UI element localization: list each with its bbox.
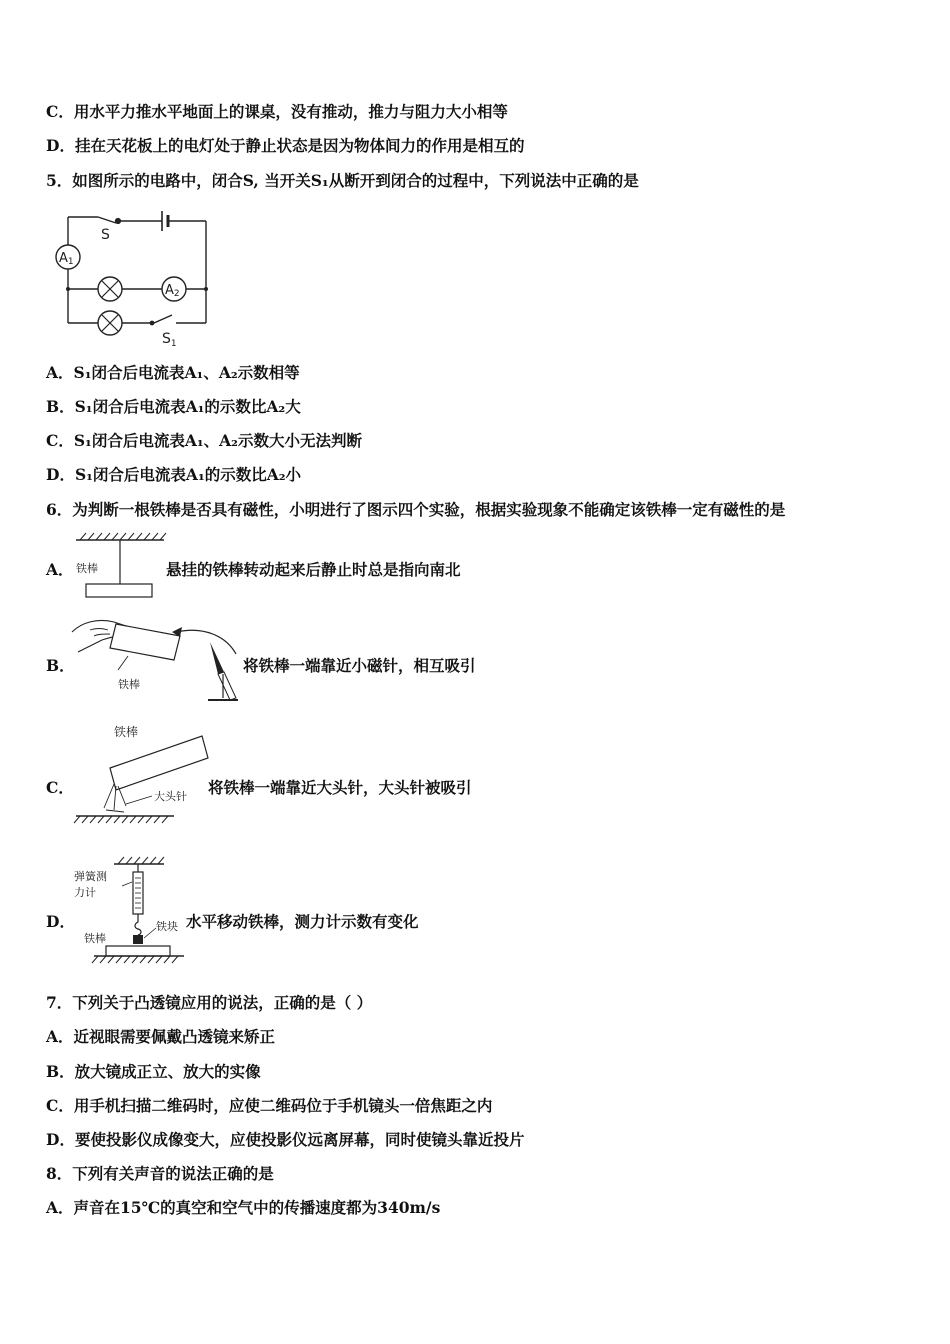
figure-bar-near-pins <box>74 720 209 828</box>
q8-option-a: A．声音在15℃的真空和空气中的传播速度都为340m/s <box>46 1198 441 1217</box>
figure-spring-scale <box>72 852 188 972</box>
q6-option-c-text: 将铁棒一端靠近大头针，大头针被吸引 <box>208 778 472 797</box>
big-pin-label: 大头针 <box>154 790 187 803</box>
option-c-previous: C．用水平力推水平地面上的课桌，没有推动，推力与阻力大小相等 <box>46 102 508 121</box>
q5-option-a: A．S₁闭合后电流表A₁、A₂示数相等 <box>46 363 300 382</box>
q7-option-c: C．用手机扫描二维码时，应使二维码位于手机镜头一倍焦距之内 <box>46 1096 493 1115</box>
iron-bar-label-b: 铁棒 <box>118 678 140 691</box>
spring-scale-label: 弹簧测 力计 <box>74 870 107 899</box>
figure-hanging-iron-bar <box>72 530 172 602</box>
question-6: 6．为判断一根铁棒是否具有磁性，小明进行了图示四个实验，根据实验现象不能确定该铁棒一定有磁性的是 <box>46 500 786 519</box>
ammeter-a1 <box>56 245 80 269</box>
circuit-diagram <box>50 205 220 350</box>
q6-option-c-label: C． <box>46 778 74 797</box>
lamp-upper <box>98 277 122 301</box>
q7-option-d: D．要使投影仪成像变大，应使投影仪远离屏幕，同时使镜头靠近投片 <box>46 1130 525 1149</box>
iron-bar-label-d: 铁棒 <box>84 932 106 945</box>
question-7: 7．下列关于凸透镜应用的说法，正确的是（ ） <box>46 993 373 1012</box>
ammeter-a2 <box>162 277 186 301</box>
switch-s-label: S <box>101 227 110 243</box>
svg-text:A2: A2 <box>165 283 180 299</box>
question-8: 8．下列有关声音的说法正确的是 <box>46 1164 274 1183</box>
q6-option-b-text: 将铁棒一端靠近小磁针，相互吸引 <box>243 656 476 675</box>
iron-bar-label-a: 铁棒 <box>76 562 98 575</box>
switch-s1-label: $S_1$ <box>162 331 177 349</box>
iron-bar-label-c: 铁棒 <box>114 725 139 739</box>
q6-option-a-label: A． <box>46 560 74 579</box>
q5-option-d: D．S₁闭合后电流表A₁的示数比A₂小 <box>46 465 302 484</box>
q7-option-b: B．放大镜成正立、放大的实像 <box>46 1062 261 1081</box>
q5-option-c: C．S₁闭合后电流表A₁、A₂示数大小无法判断 <box>46 431 362 450</box>
lamp-lower <box>98 311 122 335</box>
q6-option-d-label: D． <box>46 912 75 931</box>
q6-option-b-label: B． <box>46 656 75 675</box>
svg-text:A1: A1 <box>59 251 74 267</box>
q5-option-b: B．S₁闭合后电流表A₁的示数比A₂大 <box>46 397 301 416</box>
q7-option-a: A．近视眼需要佩戴凸透镜来矫正 <box>46 1027 276 1046</box>
option-d-previous: D．挂在天花板上的电灯处于静止状态是因为物体间力的作用是相互的 <box>46 136 525 155</box>
q6-option-a-text: 悬挂的铁棒转动起来后静止时总是指向南北 <box>166 560 461 579</box>
q6-option-d-text: 水平移动铁棒，测力计示数有变化 <box>186 912 419 931</box>
iron-block-label: 铁块 <box>156 920 178 933</box>
question-5: 5．如图所示的电路中，闭合S, 当开关S₁从断开到闭合的过程中，下列说法中正确的是 <box>46 171 639 190</box>
figure-bar-near-compass <box>68 612 243 707</box>
